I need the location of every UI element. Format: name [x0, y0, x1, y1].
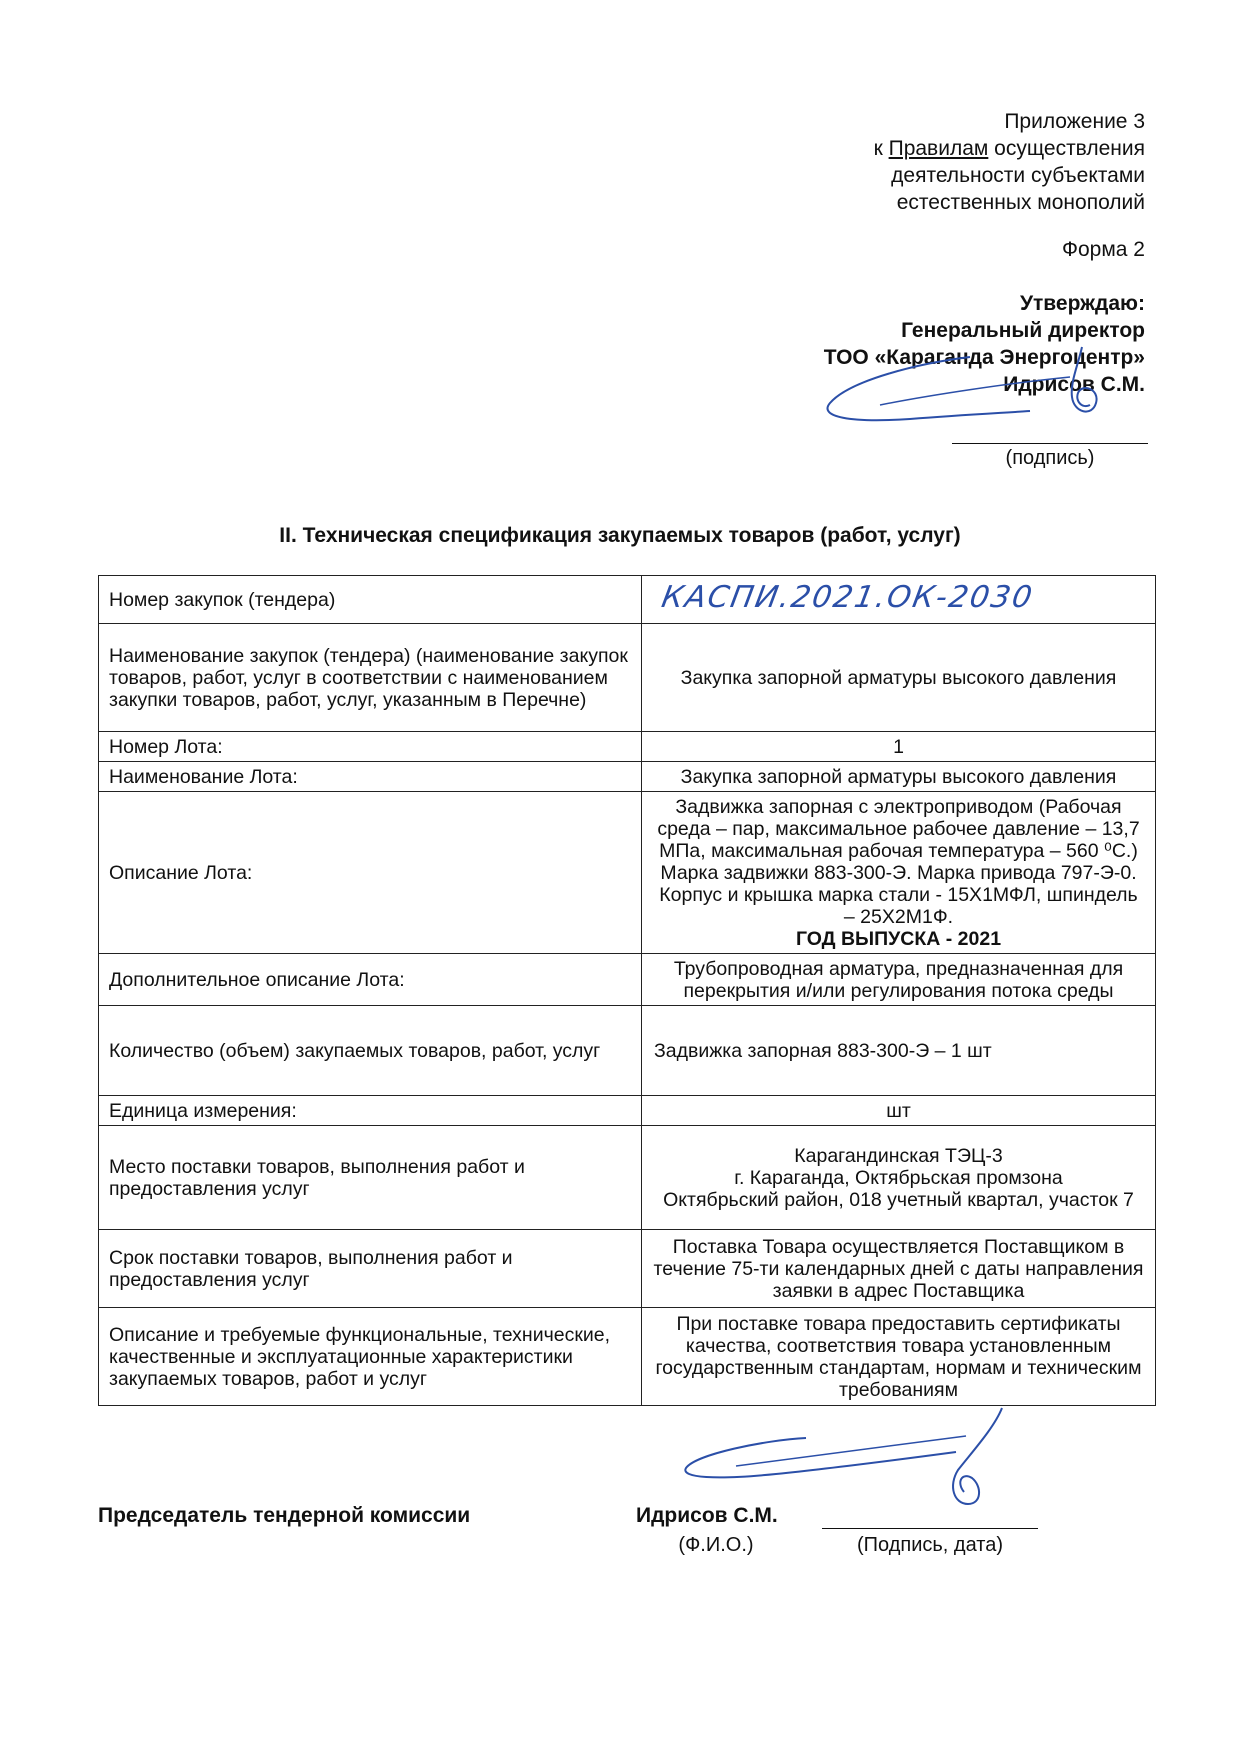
chairman-label: Председатель тендерной комиссии [98, 1504, 471, 1527]
row-value [642, 792, 1156, 954]
row-label: Описание Лота: [99, 792, 642, 954]
director-signature [820, 335, 1150, 445]
appendix-line-1: Приложение 3 [1004, 110, 1145, 133]
row-label: Наименование закупок (тендера) (наименование закупок товаров, работ, услуг в соответствии с наименованием закупки товаров, работ, услуг, указанным в Перечне) [99, 624, 642, 732]
approval-position: Генеральный директор [901, 319, 1145, 342]
delivery-place-line-3: Октябрьский район, 018 учетный квартал, участок 7 [663, 1188, 1134, 1211]
row-label: Место поставки товаров, выполнения работ и предоставления услуг [99, 1126, 642, 1230]
table-row [99, 1006, 1156, 1096]
delivery-place-line-1: Карагандинская ТЭЦ-3 [794, 1144, 1003, 1167]
row-value: шт [642, 1096, 1156, 1126]
table-row [99, 1126, 1156, 1230]
rules-link[interactable]: Правилам [888, 137, 989, 160]
table-row [99, 624, 1156, 732]
chairman-name: Идрисов С.М. [636, 1504, 778, 1527]
specification-table [98, 575, 1156, 1406]
table-row [99, 762, 1156, 792]
row-value: При поставке товара предоставить сертификаты качества, соответствия товара установленным государственным стандартам, нормам и техническим требованиям [642, 1308, 1156, 1406]
approval-signature-line [952, 443, 1148, 444]
row-value [642, 576, 1156, 624]
handwritten-tender-number: КАСПИ.2021.ОК-2030 [659, 580, 1037, 615]
approval-company: ТОО «Караганда Энергоцентр» [823, 346, 1145, 369]
lot-description: Задвижка запорная с электроприводом (Рабочая среда – пар, максимальное рабочее давление – 13,7 МПа, максимальная рабочая температура – 560 ⁰С.) Марка задвижки 883-300-Э. Марка привода 797-Э-0. Корпус и крышка марка стали - 15Х1МФЛ, шпиндель – 25Х2М1Ф. [657, 795, 1140, 928]
chairman-signature-caption: (Подпись, дата) [857, 1534, 1003, 1556]
row-value: 1 [642, 732, 1156, 762]
table-row [99, 1096, 1156, 1126]
table-row [99, 954, 1156, 1006]
row-label: Номер закупок (тендера) [99, 576, 642, 624]
delivery-place-line-2: г. Караганда, Октябрьская промзона [734, 1166, 1063, 1189]
row-label: Количество (объем) закупаемых товаров, работ, услуг [99, 1006, 642, 1096]
row-label: Описание и требуемые функциональные, технические, качественные и эксплуатационные характеристики закупаемых товаров, работ и услуг [99, 1308, 642, 1406]
row-label: Единица измерения: [99, 1096, 642, 1126]
row-label: Срок поставки товаров, выполнения работ и предоставления услуг [99, 1230, 642, 1308]
row-value [642, 1126, 1156, 1230]
document-title: II. Техническая спецификация закупаемых товаров (работ, услуг) [279, 524, 961, 547]
row-value: Поставка Товара осуществляется Поставщиком в течение 75-ти календарных дней с даты направления заявки в адрес Поставщика [642, 1230, 1156, 1308]
lot-year: ГОД ВЫПУСКА - 2021 [795, 927, 1002, 950]
fio-caption: (Ф.И.О.) [678, 1534, 754, 1556]
row-value: Задвижка запорная 883-300-Э – 1 шт [642, 1006, 1156, 1096]
appendix-line-3: деятельности субъектами [891, 164, 1145, 187]
chairman-signature-line [822, 1528, 1038, 1529]
appendix-header [874, 108, 1145, 216]
appendix-line-4: естественных монополий [896, 191, 1145, 214]
approval-title: Утверждаю: [1019, 292, 1145, 315]
form-label: Форма 2 [1062, 238, 1145, 261]
table-row [99, 732, 1156, 762]
approval-name: Идрисов С.М. [1003, 373, 1145, 396]
row-label: Наименование Лота: [99, 762, 642, 792]
row-value: Закупка запорной арматуры высокого давления [642, 624, 1156, 732]
appendix-line-2-prefix: к [873, 137, 889, 160]
chairman-signature [676, 1408, 1016, 1518]
row-label: Дополнительное описание Лота: [99, 954, 642, 1006]
appendix-line-2 [874, 135, 1145, 162]
row-value: Трубопроводная арматура, предназначенная для перекрытия и/или регулирования потока среды [642, 954, 1156, 1006]
approval-signature-caption: (подпись) [1005, 447, 1095, 469]
table-row [99, 1308, 1156, 1406]
appendix-line-2-suffix: осуществления [988, 137, 1145, 160]
table-row [99, 576, 1156, 624]
table-row [99, 792, 1156, 954]
row-label: Номер Лота: [99, 732, 642, 762]
row-value: Закупка запорной арматуры высокого давления [642, 762, 1156, 792]
table-row [99, 1230, 1156, 1308]
